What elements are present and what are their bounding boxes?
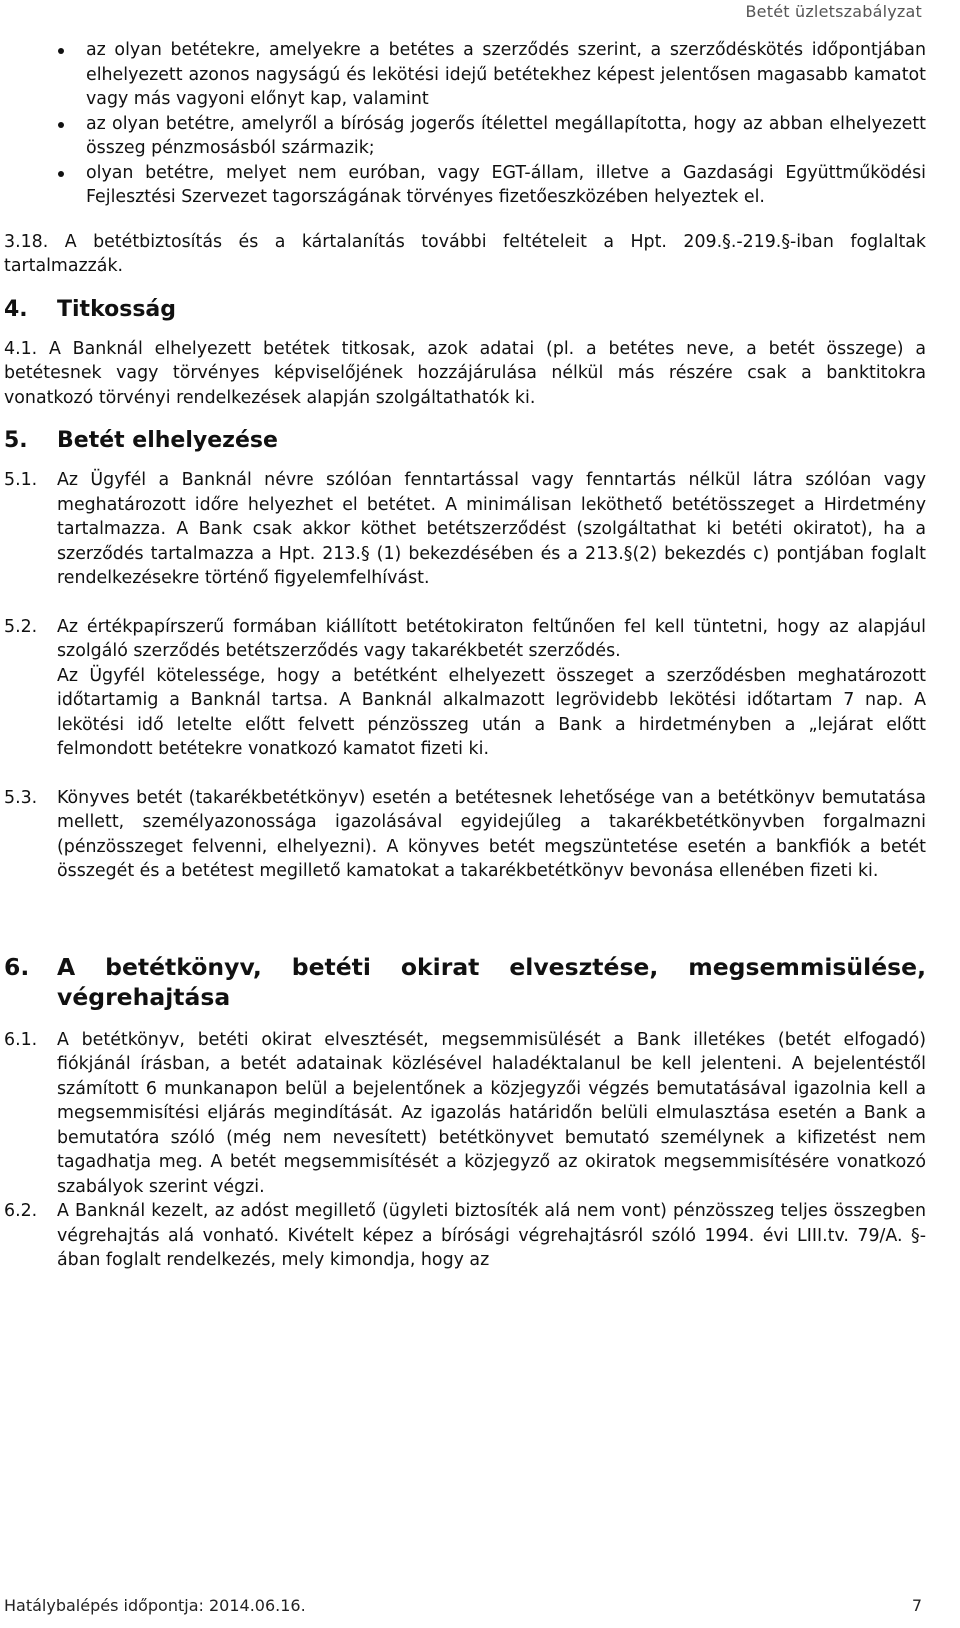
paragraph-6-2 [0, 1199, 926, 1273]
paragraph-text: A betétkönyv, betéti okirat elvesztését, megsemmisülését a Bank illetékes (betét elfogadó) fiókjánál írásban, a betét adatainak közlésével haladéktalanul be kell jelenteni. A bejelentéstől számított 6 munkanapon belül a bejelentőnek a közjegyzői végzés bemutatásával igazolnia kell a megsemmisítési eljárás megindítását. Az igazolás határidőn belüli elmulasztása esetén a Bank a bemutatóra szóló (még nem nevesített) betétkönyvet bemutató személynek a kifizetést nem tagadhatja meg. A betét megsemmisítését a közjegyző az okiratok megsemmisítésére vonatkozó szabályok szerint végzi. [57, 1029, 926, 1197]
section-title: Betét elhelyezése [57, 428, 278, 453]
page-footer [4, 1596, 922, 1615]
effective-date: Hatálybalépés időpontja: 2014.06.16. [4, 1596, 306, 1615]
paragraph-number: 5.2. [4, 616, 38, 637]
paragraph-text: Az Ügyfél kötelessége, hogy a betétként elhelyezett összeget a szerződésben meghatározott időtartamig a Banknál tartsa. A Banknál alkalmazott legrövidebb lekötési időtartam 7 nap. A lekötési idő letelte előtt felvett pénzösszeg után a Bank a hirdetményben a „lejárat előtt felmondott betétekre vonatkozó kamatot fizeti ki. [57, 665, 926, 759]
paragraph-number: 6.2. [4, 1201, 38, 1221]
paragraph-5-1 [0, 468, 926, 591]
document-body [0, 38, 926, 1273]
section-heading-4 [0, 295, 926, 325]
paragraph-number: 6.1. [4, 1029, 38, 1050]
list-item: olyan betétre, melyet nem euróban, vagy EGT-állam, illetve a Gazdasági Együttműködési Fejlesztési Szervezet tagországának törvényes fizetőeszközében helyeztek el. [86, 161, 926, 210]
paragraph-5-3 [0, 786, 926, 884]
list-item: az olyan betétre, amelyről a bíróság jogerős ítélettel megállapította, hogy az abban elhelyezett összeg pénzmosásból származik; [86, 112, 926, 161]
section-number: 4. [4, 296, 28, 322]
page-number: 7 [911, 1596, 922, 1615]
paragraph-5-2 [0, 615, 926, 762]
exclusion-list [0, 38, 926, 210]
section-number: 6. [4, 952, 30, 981]
section-title: A betétkönyv, betéti okirat elvesztése, megsemmisülése, végrehajtása [57, 952, 926, 1011]
paragraph-text: A Banknál kezelt, az adóst megillető (ügyleti biztosíték alá nem vont) pénzösszeg teljes összegben végrehajtás alá vonható. Kivételt képez a bírósági végrehajtásról szóló 1994. évi LIII.tv. 79/A. §-ában foglalt rendelkezés, mely kimondja, hogy az [57, 1201, 926, 1270]
page-header: Betét üzletszabályzat [745, 2, 922, 21]
paragraph-text: Az Ügyfél a Banknál névre szólóan fenntartással vagy fenntartás nélkül látra szólóan vagy meghatározott időre helyezhet el betétet. A minimálisan leköthető betétösszeget a Hirdetmény tartalmazza. A Bank csak akkor köthet betétszerződést (szolgáltathat ki betéti okiratot), ha a szerződés tartalmazza a Hpt. 213.§ (1) bekezdésében és a 213.§(2) bekezdés c) pontjában foglalt rendelkezésekre történő figyelemfelhívást. [57, 470, 926, 588]
paragraph-text: Az értékpapírszerű formában kiállított betétokiraton feltűnően fel kell tüntetni, hogy az alapjául szolgáló szerződés betétszerződés vagy takarékbetét szerződés. [57, 616, 926, 661]
section-number: 5. [4, 428, 28, 453]
paragraph-4-1: 4.1. A Banknál elhelyezett betétek titkosak, azok adatai (pl. a betétes neve, a betét összege) a betétesnek vagy törvényes képviselőjének hozzájárulása nélkül más részére csak a banktitokra vonatkozó törvényi rendelkezések alapján szolgáltathatók ki. [4, 338, 926, 408]
paragraph-number: 5.1. [4, 470, 38, 490]
section-heading-5 [0, 426, 926, 456]
paragraph-3-18: 3.18. A betétbiztosítás és a kártalanítás további feltételeit a Hpt. 209.§.-219.§-iban foglaltak tartalmazzák. [4, 231, 926, 276]
section-title: Titkosság [57, 296, 177, 322]
section-heading-6 [0, 952, 926, 1012]
paragraph-text: Könyves betét (takarékbetétkönyv) esetén a betétesnek lehetősége van a betétkönyv bemutatása mellett, személyazonossága igazolásával egyidejűleg a takarékbetétkönyvben forgalmazni (pénzösszeget felvenni, elhelyezni). A könyves betét megszüntetése esetén a bankfiók a betét összegét és a betétest megillető kamatokat a takarékbetétkönyv bevonása ellenében fizeti ki. [57, 787, 926, 881]
list-item: az olyan betétekre, amelyekre a betétes a szerződés szerint, a szerződéskötés időpontjában elhelyezett azonos nagyságú és lekötési idejű betétekhez képest jelentősen magasabb kamatot vagy más vagyoni előnyt kap, valamint [86, 38, 926, 112]
paragraph-6-1 [0, 1028, 926, 1200]
paragraph-number: 5.3. [4, 787, 38, 808]
